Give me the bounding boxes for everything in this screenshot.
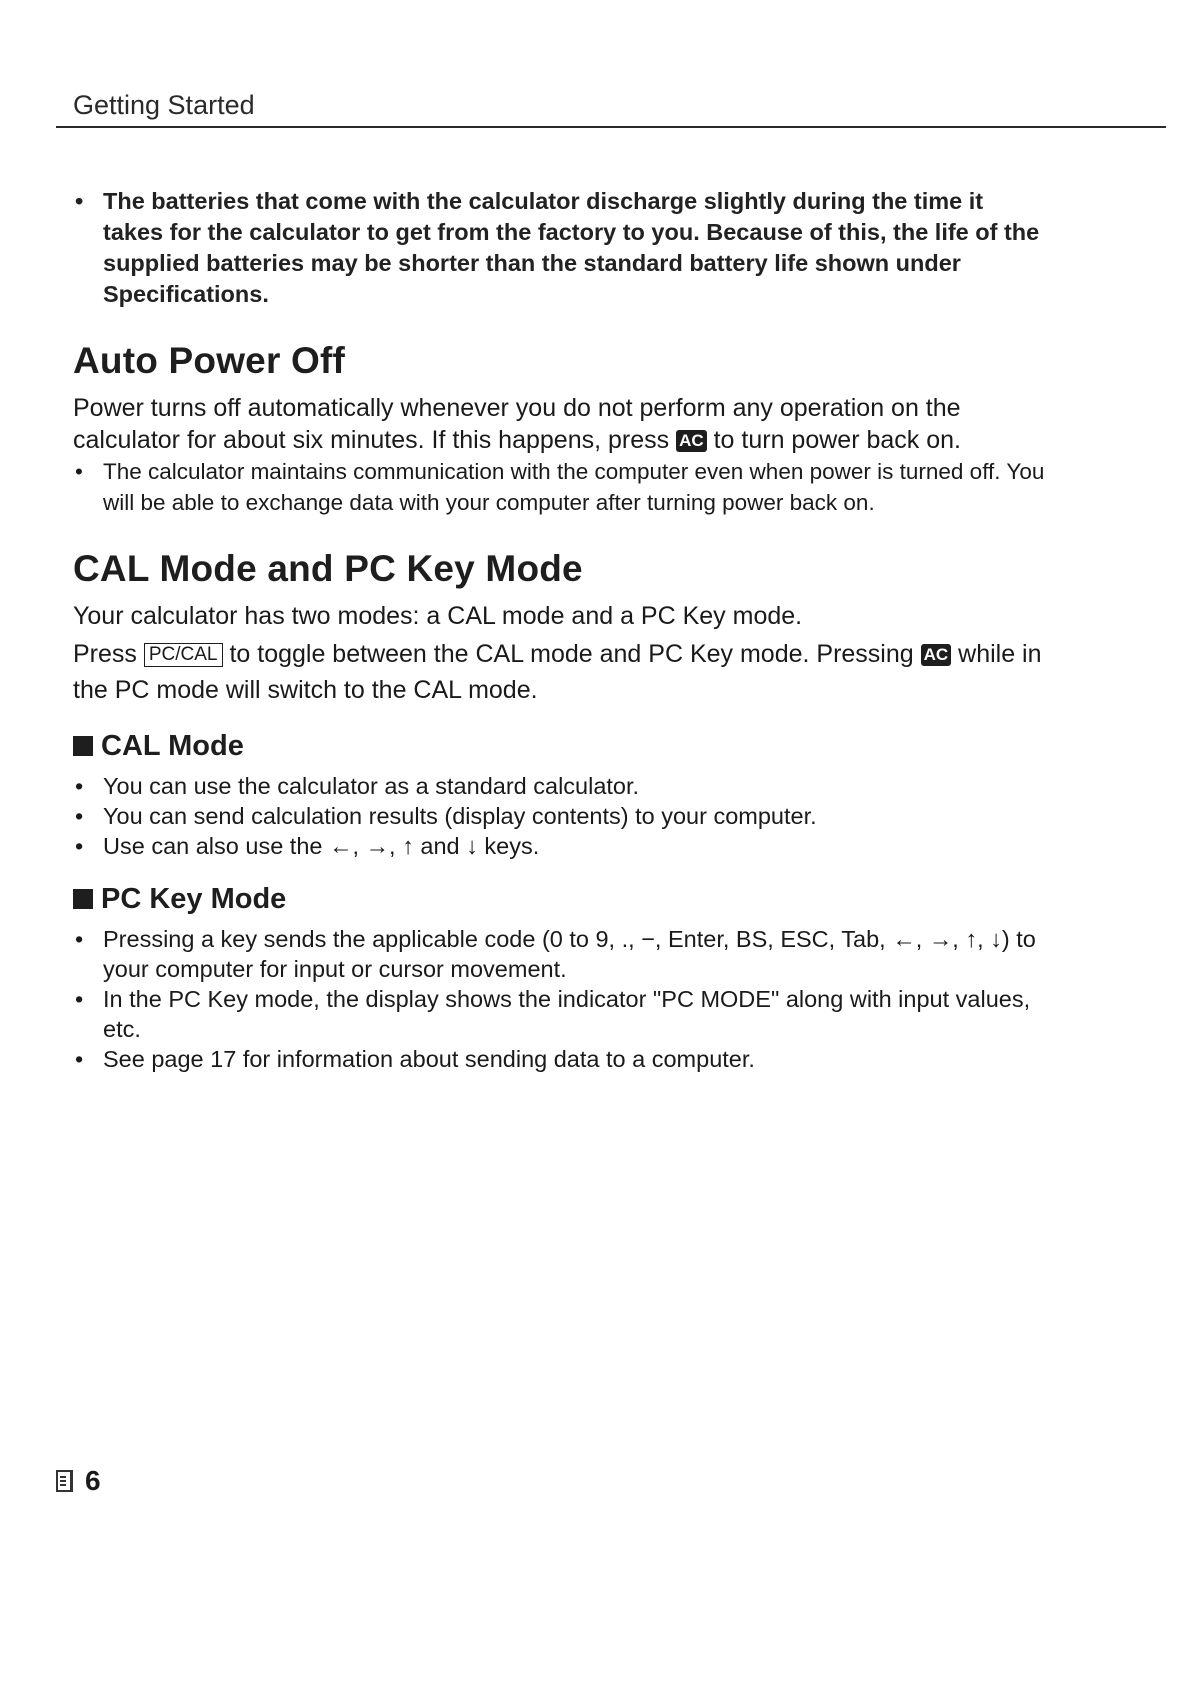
pc-key-mode-heading: [73, 883, 1048, 916]
ac-key-icon: AC: [676, 430, 707, 452]
cal-pc-mode-toggle-paragraph: [73, 636, 1048, 708]
page-footer: [56, 1465, 101, 1497]
pc-key-mode-title: PC Key Mode: [101, 883, 287, 915]
press-suffix: while in the PC mode will switch to the CAL mode.: [73, 640, 1042, 704]
auto-power-off-notes: [73, 456, 1048, 518]
intro-note-list: [73, 186, 1048, 310]
square-bullet-icon: [73, 889, 93, 909]
running-header: Getting Started: [73, 90, 255, 120]
list-item: • In the PC Key mode, the display shows the indicator "PC MODE" along with input values, etc.: [73, 984, 1048, 1044]
auto-power-off-heading: Auto Power Off: [73, 340, 346, 381]
cal-pc-mode-intro: Your calculator has two modes: a CAL mode and a PC Key mode.: [73, 602, 803, 630]
cal-pc-mode-heading: CAL Mode and PC Key Mode: [73, 548, 583, 589]
press-middle: to toggle between the CAL mode and PC Key mode. Pressing: [229, 640, 914, 668]
square-bullet-icon: [73, 736, 93, 756]
cal-mode-list: [73, 771, 1048, 861]
intro-note: • The batteries that come with the calculator discharge slightly during the time it takes for the calculator to get from the factory to you. Because of this, the life of the supplied batteries may be shorter than the standard battery life shown under Specifications.: [73, 186, 1048, 310]
cal-mode-heading: [73, 730, 1048, 763]
cal-mode-title: CAL Mode: [101, 730, 244, 762]
list-item: • You can use the calculator as a standard calculator.: [73, 771, 1048, 801]
page-content: [73, 186, 1048, 1074]
list-item: • Pressing a key sends the applicable code (0 to 9, ., −, Enter, BS, ESC, Tab, ←, →, ↑, ↓) to your computer for input or cursor movement.: [73, 924, 1048, 984]
press-prefix: Press: [73, 640, 137, 668]
auto-power-off-text-2: to turn power back on.: [713, 426, 961, 454]
list-item: • The calculator maintains communication with the computer even when power is turned off. You will be able to exchange data with your computer after turning power back on.: [73, 456, 1048, 518]
page-number: 6: [85, 1465, 101, 1496]
ac-key-icon: AC: [921, 644, 952, 666]
auto-power-off-text-1: Power turns off automatically whenever you do not perform any operation on the calculator for about six minutes. If this happens, press: [73, 394, 961, 454]
auto-power-off-paragraph: [73, 392, 1048, 456]
pc-key-mode-list: [73, 924, 1048, 1074]
header-divider: [56, 126, 1166, 128]
pc-cal-key-icon: PC/CAL: [144, 643, 223, 667]
list-item: • You can send calculation results (display contents) to your computer.: [73, 801, 1048, 831]
book-icon: [56, 1470, 73, 1492]
list-item: • See page 17 for information about sending data to a computer.: [73, 1044, 1048, 1074]
list-item: • Use can also use the ←, →, ↑ and ↓ keys.: [73, 831, 1048, 861]
